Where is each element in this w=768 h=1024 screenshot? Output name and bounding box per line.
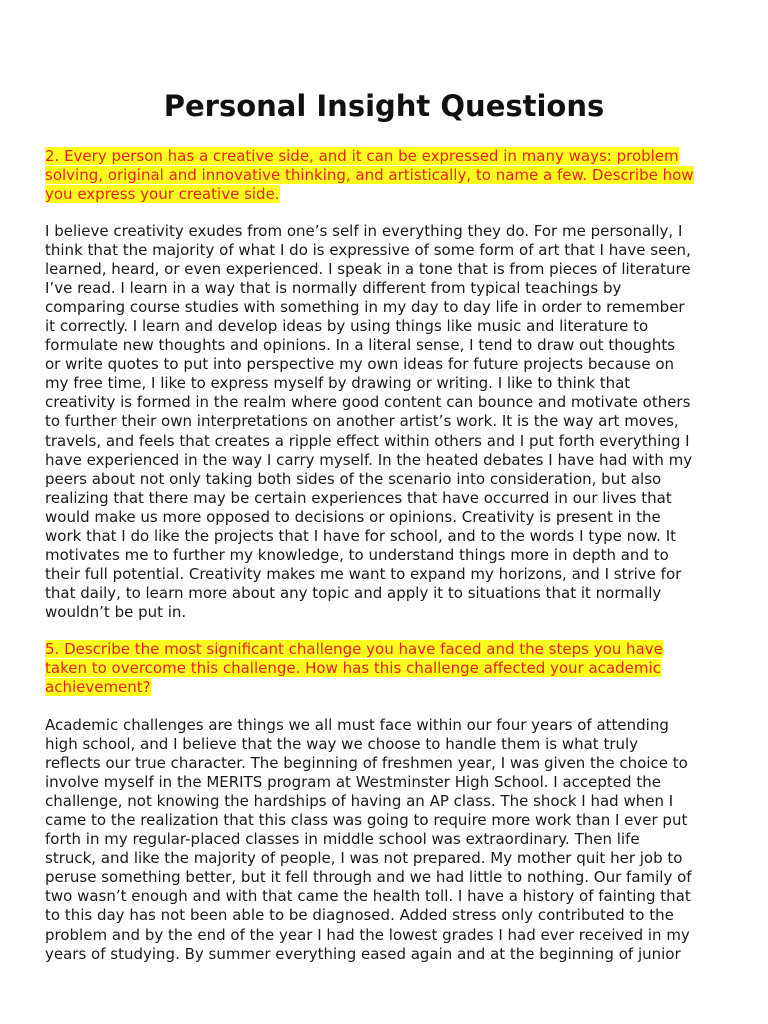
answer-line: my free time, I like to express myself by drawing or writing. I like to think that (45, 374, 631, 393)
answer-line: challenge, not knowing the hardships of having an AP class. The shock I had when I (45, 792, 674, 811)
answer-line: travels, and feels that creates a ripple effect within others and I put forth everything I (45, 431, 690, 450)
answer-line: their full potential. Creativity makes me want to expand my horizons, and I strive for (45, 564, 682, 583)
answer-line: comparing course studies with something in my day to day life in order to remember (45, 298, 685, 317)
answer-line: problem and by the end of the year I had the lowest grades I had ever received in my (45, 925, 690, 944)
answer-line: think that the majority of what I do is expressive of some form of art that I have seen, (45, 241, 691, 260)
answer-line: work that I do like the projects that I have for school, and to the words I type now. It (45, 526, 677, 545)
answer-line: to this day has not been able to be diagnosed. Added stress only contributed to the (45, 906, 674, 925)
question-2-prompt (45, 147, 735, 204)
answer-line: or write quotes to put into perspective my own ideas for future projects because on (45, 355, 675, 374)
answer-line: learned, heard, or even experienced. I speak in a tone that is from pieces of literature (45, 260, 691, 279)
answer-line: reflects our true character. The beginning of freshmen year, I was given the choice to (45, 754, 688, 773)
answer-line: involve myself in the MERITS program at Westminster High School. I accepted the (45, 773, 661, 792)
answer-line: two wasn’t enough and with that came the health toll. I have a history of fainting that (45, 887, 691, 906)
question-2-answer (45, 222, 735, 622)
answer-line: came to the realization that this class was going to require more work than I ever put (45, 811, 688, 830)
answer-line: realizing that there may be certain experiences that have occurred in our lives that (45, 488, 672, 507)
answer-line: years of studying. By summer everything eased again and at the beginning of junior (45, 944, 681, 963)
answer-line: struck, and like the majority of people, I was not prepared. My mother quit her job to (45, 849, 683, 868)
answer-line: formulate new thoughts and opinions. In a literal sense, I tend to draw out thoughts (45, 336, 676, 355)
prompt-line: solving, original and innovative thinking, and artistically, to name a few. Describe how (45, 166, 694, 185)
answer-line: that daily, to learn more about any topic and apply it to situations that it normally (45, 583, 662, 602)
answer-line: it correctly. I learn and develop ideas by using things like music and literature to (45, 317, 649, 336)
answer-line: have experienced in the way I carry myself. In the heated debates I have had with my (45, 450, 693, 469)
question-5-prompt (45, 640, 735, 697)
answer-line: creativity is formed in the realm where good content can bounce and motivate others (45, 393, 691, 412)
prompt-line: 2. Every person has a creative side, and it can be expressed in many ways: problem (45, 147, 679, 165)
answer-line: I’ve read. I learn in a way that is normally different from typical teachings by (45, 279, 622, 298)
answer-line: motivates me to further my knowledge, to understand things more in depth and to (45, 545, 669, 564)
prompt-line: 5. Describe the most significant challenge you have faced and the steps you have (45, 640, 663, 658)
answer-line: Academic challenges are things we all must face within our four years of attending (45, 716, 669, 734)
answer-line: to further their own interpretations on another artist’s work. It is the way art moves, (45, 412, 679, 431)
answer-line: forth in my regular-placed classes in middle school was extraordinary. Then life (45, 830, 640, 849)
prompt-line: taken to overcome this challenge. How has this challenge affected your academic (45, 659, 661, 678)
answer-line: peruse something better, but it fell through and we had little to nothing. Our family of (45, 868, 692, 887)
answer-line: would make us more opposed to decisions or opinions. Creativity is present in the (45, 507, 661, 526)
prompt-line: you express your creative side. (45, 185, 280, 204)
question-5-answer (45, 716, 735, 964)
page-title: Personal Insight Questions (163, 89, 605, 123)
answer-line: I believe creativity exudes from one’s self in everything they do. For me personally, I (45, 222, 683, 240)
answer-line: wouldn’t be put in. (45, 602, 187, 621)
prompt-line: achievement? (45, 678, 151, 697)
answer-line: high school, and I believe that the way we choose to handle them is what truly (45, 735, 639, 754)
answer-line: peers about not only taking both sides of the scenario into consideration, but also (45, 469, 662, 488)
